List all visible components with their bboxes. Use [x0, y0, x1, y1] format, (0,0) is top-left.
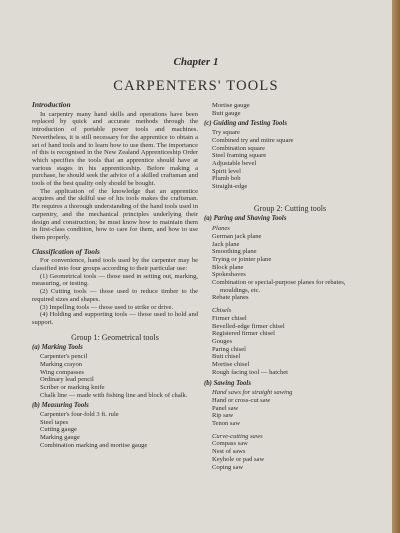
chisels-label: Chisels [212, 307, 232, 315]
list-item: Firmer chisel [212, 314, 247, 322]
intro-heading: Introduction [32, 100, 71, 109]
book-spine [392, 0, 400, 533]
classification-heading: Classification of Tools [32, 246, 100, 256]
classification-item-2: (2) Cutting tools — those used to reduce timber to the required sizes and shapes. [32, 288, 198, 303]
straight-saws-label: Hand saws for straight sawing [212, 389, 293, 397]
planes-label: Planes [212, 225, 230, 233]
list-item: Hand or cross-cut saw [212, 396, 271, 404]
list-item: Rough facing tool — hatchet [212, 368, 288, 376]
list-item: Registered firmer chisel [212, 330, 275, 338]
marking-tools-heading: (a) Marking Tools [32, 344, 83, 352]
list-item: Cutting gauge [40, 426, 77, 434]
list-item: Plumb bob [212, 175, 241, 183]
sawing-tools-list [204, 389, 376, 471]
paring-tools-heading: (a) Paring and Shaving Tools [204, 215, 287, 223]
list-item: Trying or jointer plane [212, 255, 272, 263]
list-item: Combination or special-purpose planes for rebates, mouldings, etc. [212, 279, 346, 294]
sawing-tools-heading: (b) Sawing Tools [204, 379, 251, 387]
list-item: German jack plane [212, 232, 262, 240]
list-item: Steel framing square [212, 152, 267, 160]
list-item: Adjustable bevel [212, 159, 257, 167]
list-item: Try square [212, 129, 240, 137]
list-item: Carpenter's four-fold 3 ft. rule [40, 411, 119, 419]
list-item: Butt chisel [212, 353, 241, 361]
marking-tools-list [32, 353, 198, 399]
measuring-tools-list [32, 411, 198, 450]
list-item: Combined try and mitre square [212, 136, 294, 144]
list-item: Marking crayon [40, 360, 82, 368]
measuring-tools-heading: (b) Measuring Tools [32, 402, 89, 410]
list-item: Marking gauge [40, 434, 80, 442]
list-item: Panel saw [212, 404, 239, 412]
paring-tools-list [204, 225, 376, 376]
list-item: Coping saw [212, 463, 244, 471]
chapter-label: Chapter 1 [173, 56, 219, 68]
list-item: Mortise gauge [212, 102, 250, 109]
classification-intro: For convenience, hand tools used by the carpenter may be classified into four groups according to their particular use: [32, 257, 198, 273]
list-item: Spokeshaves [212, 271, 246, 279]
list-item: Mortise chisel [212, 361, 250, 369]
list-item: Block plane [212, 263, 244, 271]
classification-item-4: (4) Holding and supporting tools — those used to hold and support. [32, 311, 198, 326]
group1-heading: Group 1: Geometrical tools [71, 332, 159, 342]
list-item: Rebate planes [212, 294, 249, 302]
list-item: Bevelled-edge firmer chisel [212, 322, 285, 330]
list-item: Straight-edge [212, 183, 248, 191]
list-item: Butt gauge [212, 109, 241, 117]
list-item: Scriber or marking knife [40, 383, 105, 391]
measuring-tools-list-cont [204, 102, 376, 117]
guiding-tools-list [204, 129, 376, 191]
list-item: Combination square [212, 144, 265, 152]
classification-item-3: (3) Impelling tools — those used to strike or drive. [40, 303, 174, 311]
curve-saws-label: Curve-cutting saws [212, 432, 263, 440]
list-item: Steel tapes [40, 418, 69, 426]
list-item: Tenon saw [212, 420, 241, 428]
right-column [204, 102, 376, 471]
guiding-tools-heading: (c) Guiding and Testing Tools [204, 120, 287, 128]
intro-paragraph-2: The application of the knowledge that an apprentice acquires and the skilful use of his tools makes the craftsman. He requires a thorough understanding of the hand tools used in carpentry, and the mechanical principles underlying their design and construction; he must know how to maintain them in first-class condition, how to care for them, and how to use them properly. [32, 187, 198, 241]
left-column [32, 97, 198, 450]
classification-item-1: (1) Geometrical tools — those used in setting out, marking, measuring, or testing. [32, 272, 198, 288]
list-item: Rip saw [212, 412, 234, 420]
intro-paragraph-1: In carpentry many hand skills and operations have been replaced by quick and accurate methods through the introduction of portable power tools and machines. Nevertheless, it is still necessary for the apprentice to obtain a set of hand tools and to learn how to use them. The importance of this is recognised in the New Zealand Apprenticeship Order which specifies the tools that an apprentice should have at various stages in his apprenticeship. Before making a purchase, he should seek the advice of a skilled craftsman and tools of the best quality only should be bought. [32, 110, 198, 188]
list-item: Spirit level [212, 167, 241, 175]
list-item: Combination marking and mortise gauge [40, 441, 148, 449]
list-item: Paring chisel [212, 345, 247, 353]
list-item: Compass saw [212, 440, 248, 448]
list-item: Keyhole or pad saw [212, 455, 265, 463]
group2-heading: Group 2: Cutting tools [253, 203, 327, 213]
list-item: Chalk line — made with fishing line and block of chalk. [40, 391, 188, 399]
list-item: Smoothing plane [212, 248, 257, 256]
list-item: Jack plane [212, 240, 240, 248]
list-item: Gouges [212, 337, 233, 345]
list-item: Ordinary lead pencil [40, 376, 94, 384]
list-item: Nest of saws [212, 448, 246, 456]
list-item: Wing compasses [40, 368, 84, 376]
list-item: Carpenter's pencil [40, 353, 88, 361]
page-title: CARPENTERS' TOOLS [113, 78, 279, 94]
